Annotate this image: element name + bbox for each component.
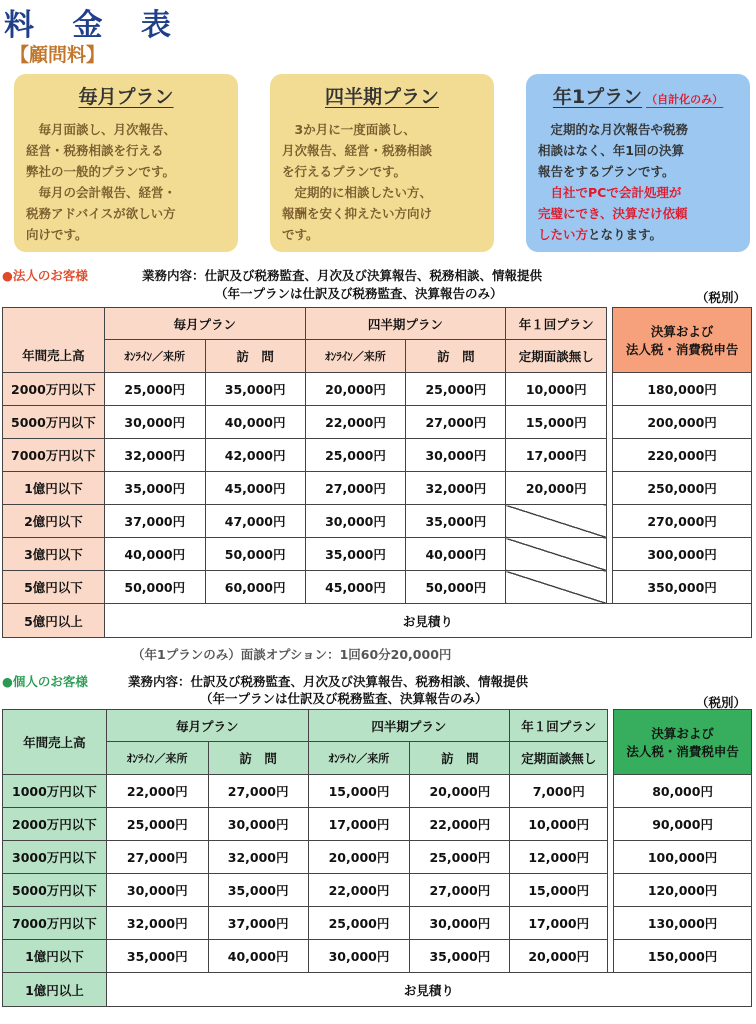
price-cell: 17,000円 bbox=[506, 439, 607, 472]
price-cell: 60,000円 bbox=[205, 571, 305, 604]
corporate-scope-line2: （年一プランは仕訳及び税務監査、決算報告のみ） bbox=[215, 286, 503, 301]
row-label: 5億円以下 bbox=[3, 571, 105, 604]
corporate-tax-note: （税別） bbox=[695, 290, 746, 305]
table-row bbox=[3, 406, 752, 439]
price-cell: 20,000円 bbox=[305, 373, 406, 406]
plan-card-yearly bbox=[526, 74, 750, 252]
individual-scope-line2: （年一プランは仕訳及び税務監査、決算報告のみ） bbox=[200, 691, 488, 706]
table-row bbox=[3, 874, 752, 907]
plan-desc-line: 毎月面談し、月次報告、 bbox=[26, 122, 177, 137]
price-cell: 30,000円 bbox=[305, 505, 406, 538]
header-online: ｵﾝﾗｲﾝ／来所 bbox=[104, 340, 205, 373]
price-cell: 25,000円 bbox=[104, 373, 205, 406]
header-quarterly-plan: 四半期プラン bbox=[308, 710, 510, 742]
header-tax-filing bbox=[613, 308, 752, 373]
header-online: ｵﾝﾗｲﾝ／来所 bbox=[305, 340, 406, 373]
header-annual-sales: 年間売上高 bbox=[3, 710, 107, 775]
price-cell: 45,000円 bbox=[305, 571, 406, 604]
price-cell: 25,000円 bbox=[410, 841, 510, 874]
price-cell: 12,000円 bbox=[510, 841, 608, 874]
price-cell: 27,000円 bbox=[305, 472, 406, 505]
tax-price-cell: 220,000円 bbox=[613, 439, 752, 472]
page-title: 料 金 表 bbox=[4, 8, 185, 43]
price-cell: 32,000円 bbox=[208, 841, 308, 874]
price-cell: 22,000円 bbox=[410, 808, 510, 841]
tax-price-cell: 200,000円 bbox=[613, 406, 752, 439]
row-label: 1000万円以下 bbox=[3, 775, 107, 808]
row-label: 2億円以下 bbox=[3, 505, 105, 538]
price-cell: 10,000円 bbox=[510, 808, 608, 841]
price-cell: 25,000円 bbox=[305, 439, 406, 472]
plan-desc-line: 相談はなく、年1回の決算 bbox=[538, 143, 684, 158]
price-cell: 30,000円 bbox=[106, 874, 208, 907]
option-note: （年1プランのみ）面談オプション：1回60分20,000円 bbox=[132, 647, 452, 662]
not-available-cell bbox=[506, 505, 607, 538]
price-cell: 20,000円 bbox=[510, 940, 608, 973]
tax-price-cell: 350,000円 bbox=[613, 571, 752, 604]
header-no-meeting: 定期面談無し bbox=[510, 742, 608, 775]
row-label: 5000万円以下 bbox=[3, 406, 105, 439]
header-visit: 訪 問 bbox=[410, 742, 510, 775]
price-cell: 27,000円 bbox=[406, 406, 506, 439]
price-cell: 32,000円 bbox=[406, 472, 506, 505]
table-row bbox=[3, 439, 752, 472]
corporate-rows bbox=[3, 373, 752, 604]
tax-price-cell: 250,000円 bbox=[613, 472, 752, 505]
header-tax-line1: 決算および bbox=[650, 324, 714, 339]
price-cell: 47,000円 bbox=[205, 505, 305, 538]
not-available-cell bbox=[506, 571, 607, 604]
plan-desc-line: 自社でPCで会計処理が bbox=[538, 185, 682, 200]
header-online: ｵﾝﾗｲﾝ／来所 bbox=[106, 742, 208, 775]
price-cell: 20,000円 bbox=[308, 841, 410, 874]
plan-card-title bbox=[282, 82, 482, 109]
price-cell: 35,000円 bbox=[205, 373, 305, 406]
plan-card-monthly bbox=[14, 74, 238, 252]
tax-price-cell: 270,000円 bbox=[613, 505, 752, 538]
table-row bbox=[3, 841, 752, 874]
header-yearly-plan: 年１回プラン bbox=[506, 308, 607, 340]
price-cell: 22,000円 bbox=[106, 775, 208, 808]
table-row bbox=[3, 538, 752, 571]
plan-desc-line: 報告をするプランです。 bbox=[538, 164, 675, 179]
table-row bbox=[3, 940, 752, 973]
plan-card-title bbox=[538, 82, 738, 109]
price-cell: 37,000円 bbox=[104, 505, 205, 538]
price-cell: 25,000円 bbox=[106, 808, 208, 841]
plan-card-description bbox=[26, 119, 226, 245]
row-label: 3000万円以下 bbox=[3, 841, 107, 874]
table-row bbox=[3, 373, 752, 406]
price-cell: 50,000円 bbox=[205, 538, 305, 571]
table-row bbox=[3, 505, 752, 538]
plan-desc-line: 定期的に相談したい方、 bbox=[282, 185, 433, 200]
price-cell: 30,000円 bbox=[208, 808, 308, 841]
price-cell: 40,000円 bbox=[205, 406, 305, 439]
corporate-tag: ●法人のお客様 bbox=[2, 268, 88, 283]
price-cell: 15,000円 bbox=[506, 406, 607, 439]
table-row bbox=[3, 808, 752, 841]
price-cell: 40,000円 bbox=[104, 538, 205, 571]
plan-title-text: 四半期プラン bbox=[324, 86, 439, 108]
header-monthly-plan: 毎月プラン bbox=[104, 308, 305, 340]
price-cell: 30,000円 bbox=[406, 439, 506, 472]
price-cell: 27,000円 bbox=[106, 841, 208, 874]
plan-desc-line: です。 bbox=[282, 227, 319, 242]
price-cell: 50,000円 bbox=[406, 571, 506, 604]
price-cell: 35,000円 bbox=[305, 538, 406, 571]
price-cell: 42,000円 bbox=[205, 439, 305, 472]
plan-title-text: 年1プラン bbox=[552, 86, 643, 108]
price-cell: 30,000円 bbox=[104, 406, 205, 439]
row-label: 1億円以下 bbox=[3, 472, 105, 505]
price-cell: 22,000円 bbox=[308, 874, 410, 907]
estimate-cell: お見積り bbox=[104, 604, 751, 638]
header-monthly-plan: 毎月プラン bbox=[106, 710, 308, 742]
section-label-advisory-fee: 【顧問料】 bbox=[10, 44, 106, 66]
header-quarterly-plan: 四半期プラン bbox=[305, 308, 506, 340]
price-cell: 37,000円 bbox=[208, 907, 308, 940]
row-label: 3億円以下 bbox=[3, 538, 105, 571]
plan-card-title bbox=[26, 82, 226, 109]
header-visit: 訪 問 bbox=[406, 340, 506, 373]
price-cell: 15,000円 bbox=[308, 775, 410, 808]
price-cell: 27,000円 bbox=[208, 775, 308, 808]
row-label: 1億円以上 bbox=[3, 973, 107, 1007]
plan-desc-line: 向けです。 bbox=[26, 227, 88, 242]
table-row bbox=[3, 907, 752, 940]
tax-price-cell: 300,000円 bbox=[613, 538, 752, 571]
plan-desc-line: 経営・税務相談を行える bbox=[26, 143, 164, 158]
price-cell: 50,000円 bbox=[104, 571, 205, 604]
price-cell: 17,000円 bbox=[308, 808, 410, 841]
tax-price-cell: 90,000円 bbox=[614, 808, 752, 841]
header-tax-filing bbox=[614, 710, 752, 775]
corporate-header bbox=[2, 266, 542, 284]
individual-rows bbox=[3, 775, 752, 973]
plan-desc-line: 完璧にでき、決算だけ依頼 bbox=[538, 206, 688, 221]
price-cell: 30,000円 bbox=[308, 940, 410, 973]
tax-price-cell: 100,000円 bbox=[614, 841, 752, 874]
price-cell: 30,000円 bbox=[410, 907, 510, 940]
table-row bbox=[3, 472, 752, 505]
price-cell: 35,000円 bbox=[104, 472, 205, 505]
row-label: 5000万円以下 bbox=[3, 874, 107, 907]
price-cell: 32,000円 bbox=[104, 439, 205, 472]
price-cell: 25,000円 bbox=[406, 373, 506, 406]
header-tax-line2: 法人税・消費税申告 bbox=[626, 744, 739, 759]
row-label: 2000万円以下 bbox=[3, 373, 105, 406]
plan-desc-line: 弊社の一般的プランです。 bbox=[26, 164, 176, 179]
corporate-scope-line1: 業務内容：仕訳及び税務監査、月次及び決算報告、税務相談、情報提供 bbox=[142, 268, 543, 283]
plan-card-quarterly bbox=[270, 74, 494, 252]
plan-desc-line: 3か月に一度面談し、 bbox=[282, 122, 416, 137]
row-label: 7000万円以下 bbox=[3, 439, 105, 472]
header-tax-line1: 決算および bbox=[651, 726, 714, 741]
price-cell: 40,000円 bbox=[406, 538, 506, 571]
price-cell: 27,000円 bbox=[410, 874, 510, 907]
plan-desc-line: 月次報告、経営・税務相談 bbox=[282, 143, 433, 158]
plan-card-description bbox=[282, 119, 482, 245]
price-cell: 35,000円 bbox=[410, 940, 510, 973]
price-cell: 20,000円 bbox=[506, 472, 607, 505]
corporate-fee-table bbox=[2, 307, 752, 638]
price-cell: 20,000円 bbox=[410, 775, 510, 808]
price-cell: 35,000円 bbox=[106, 940, 208, 973]
row-label: 5億円以上 bbox=[3, 604, 105, 638]
price-cell: 40,000円 bbox=[208, 940, 308, 973]
plan-desc-line: 定期的な月次報告や税務 bbox=[538, 122, 689, 137]
price-cell: 17,000円 bbox=[510, 907, 608, 940]
header-online: ｵﾝﾗｲﾝ／来所 bbox=[308, 742, 410, 775]
plan-desc-line: を行えるプランです。 bbox=[282, 164, 407, 179]
tax-price-cell: 150,000円 bbox=[614, 940, 752, 973]
table-row bbox=[3, 571, 752, 604]
price-cell: 45,000円 bbox=[205, 472, 305, 505]
plan-title-note: （自計化のみ） bbox=[646, 93, 724, 106]
individual-header bbox=[2, 672, 528, 690]
price-cell: 10,000円 bbox=[506, 373, 607, 406]
tax-price-cell: 130,000円 bbox=[614, 907, 752, 940]
plan-desc-line: したい方となります。 bbox=[538, 227, 663, 242]
table-row bbox=[3, 775, 752, 808]
plan-title-text: 毎月プラン bbox=[78, 86, 174, 108]
plan-desc-line: 報酬を安く抑えたい方向け bbox=[282, 206, 433, 221]
header-no-meeting: 定期面談無し bbox=[506, 340, 607, 373]
tax-price-cell: 120,000円 bbox=[614, 874, 752, 907]
not-available-cell bbox=[506, 538, 607, 571]
individual-scope-line1: 業務内容：仕訳及び税務監査、月次及び決算報告、税務相談、情報提供 bbox=[128, 674, 529, 689]
tax-price-cell: 180,000円 bbox=[613, 373, 752, 406]
plan-desc-line: 税務アドバイスが欲しい方 bbox=[26, 206, 176, 221]
price-cell: 35,000円 bbox=[208, 874, 308, 907]
header-visit: 訪 問 bbox=[208, 742, 308, 775]
header-tax-line2: 法人税・消費税申告 bbox=[625, 342, 739, 357]
row-label: 7000万円以下 bbox=[3, 907, 107, 940]
plan-card-description bbox=[538, 119, 738, 245]
row-label: 2000万円以下 bbox=[3, 808, 107, 841]
estimate-cell: お見積り bbox=[106, 973, 751, 1007]
individual-tag: ●個人のお客様 bbox=[2, 674, 88, 689]
price-cell: 25,000円 bbox=[308, 907, 410, 940]
plan-desc-line: 毎月の会計報告、経営・ bbox=[26, 185, 177, 200]
tax-price-cell: 80,000円 bbox=[614, 775, 752, 808]
row-label: 1億円以下 bbox=[3, 940, 107, 973]
price-cell: 15,000円 bbox=[510, 874, 608, 907]
price-cell: 35,000円 bbox=[406, 505, 506, 538]
header-visit: 訪 問 bbox=[205, 340, 305, 373]
header-yearly-plan: 年１回プラン bbox=[510, 710, 608, 742]
header-annual-sales: 年間売上高 bbox=[3, 308, 105, 373]
price-cell: 22,000円 bbox=[305, 406, 406, 439]
price-cell: 32,000円 bbox=[106, 907, 208, 940]
individual-fee-table bbox=[2, 709, 752, 1007]
price-cell: 7,000円 bbox=[510, 775, 608, 808]
individual-tax-note: （税別） bbox=[695, 695, 746, 710]
